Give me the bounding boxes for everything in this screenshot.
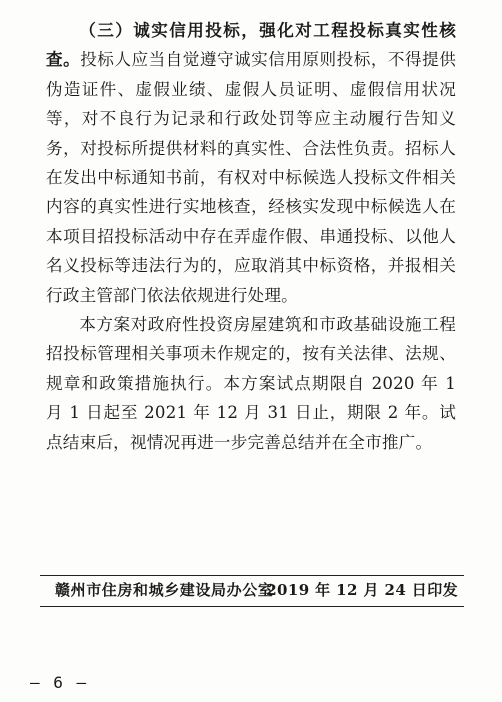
paragraph-text: 投标人应当自觉遵守诚实信用原则投标，不得提供伪造证件、虚假业绩、虚假人员证明、虚假信用状况等，对不良行为记录和行政处罚等应主动履行告知义务，对投标所提供材料的真实性、合法性负责。招标人在发出中标通知书前，有权对中标候选人投标文件相关内容的真实性进行实地核查，经核实发现中标候选人在本项目招投标活动中存在弄虚作假、串通投标、以他人名义投标等违法行为的，应取消其中标资格，并报相关行政主管部门依法依规进行处理。 [46,50,456,305]
footer-bottom-rule [40,606,464,607]
paragraph-scope-and-period [46,310,456,457]
issuing-office: 赣州市住房和城乡建设局办公室 [55,581,274,599]
paragraph-text: 本方案对政府性投资房屋建筑和市政基础设施工程招投标管理相关事项未作规定的，按有关法律、法规、规章和政策措施执行。本方案试点期限自 2020 年 1 月 1 日起至 2021 年 12 月 31 日止，期限 2 年。试点结束后，视情况再进一步完善总结并在全市推广。 [46,315,456,452]
document-body [46,16,456,457]
issue-date: 2019 年 12 月 24 日印发 [266,581,458,599]
section-heading: （三）诚实信用投标，强化对工程投标真实性核查。 [46,20,456,70]
paragraph-integrity-bidding [46,16,456,310]
page-number: – 6 – [30,673,89,692]
footer-top-rule [40,575,464,576]
